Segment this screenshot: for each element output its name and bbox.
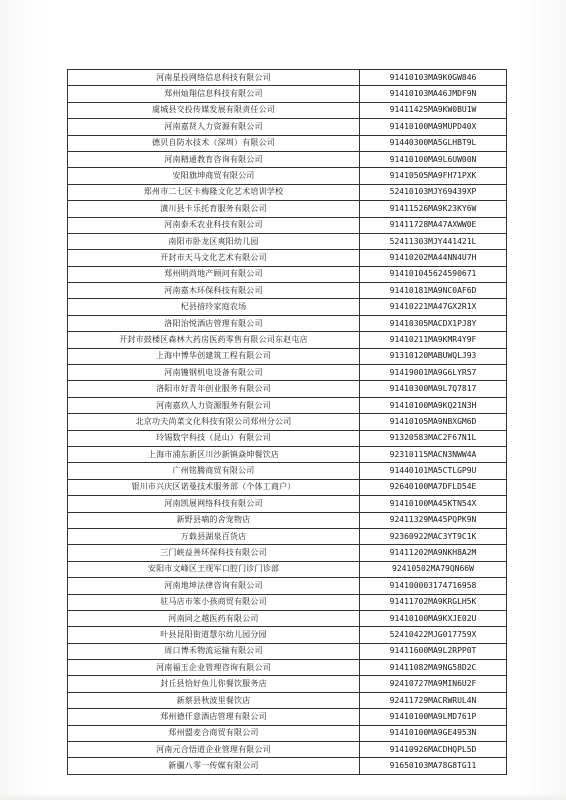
company-name-cell: 开封市鼓楼区森林大药房医药零售有限公司东赵屯店 [68, 332, 360, 348]
credit-code-cell: 914100003174716958 [360, 578, 507, 594]
table-row [68, 365, 507, 381]
credit-code-cell: 91411600MA9L2RPP0T [360, 643, 507, 659]
company-name-cell: 杞县揞玲家庭农场 [68, 299, 360, 315]
company-name-cell: 郑州灿翔信息科技有限公司 [68, 86, 360, 102]
credit-code-cell: 92640100MA7DFLD54E [360, 479, 507, 495]
table-row [68, 430, 507, 446]
table-row [68, 332, 507, 348]
credit-code-cell: 92360922MAC3YT9C1K [360, 528, 507, 544]
table-row [68, 709, 507, 725]
credit-code-cell: 91411728MA47AXWW0E [360, 217, 507, 233]
company-name-cell: 河南星投网络信息科技有限公司 [68, 70, 360, 86]
credit-code-cell: 91310120MABUWQLJ93 [360, 348, 507, 364]
company-name-cell: 安阳市文峰区王现军口腔门诊门诊部 [68, 561, 360, 577]
table-row [68, 102, 507, 118]
table-row [68, 348, 507, 364]
table-row [68, 299, 507, 315]
table-row [68, 463, 507, 479]
table-row [68, 70, 507, 86]
company-name-cell: 安阳旗坤商贸有限公司 [68, 168, 360, 184]
company-name-cell: 德贝自防水技术（深圳）有限公司 [68, 135, 360, 151]
credit-code-cell: 91410505MA9FH71PXK [360, 168, 507, 184]
company-registry-table [67, 69, 507, 775]
company-name-cell: 新疆八零一传媒有限公司 [68, 758, 360, 774]
credit-code-cell: 91411202MA9NKH8A2M [360, 545, 507, 561]
company-name-cell: 河南嘉木环保科技有限公司 [68, 283, 360, 299]
table-row [68, 266, 507, 282]
company-name-cell: 新野县嘀的舍宠物店 [68, 512, 360, 528]
table-row [68, 627, 507, 643]
company-name-cell: 郑州盟麦合商贸有限公司 [68, 725, 360, 741]
credit-code-cell: 91440300MA5GLHBT9L [360, 135, 507, 151]
credit-code-cell: 92310115MACN3NWW4A [360, 446, 507, 462]
table-row [68, 643, 507, 659]
credit-code-cell: 91320583MAC2F67N1L [360, 430, 507, 446]
company-name-cell: 驻马店市笨小孩商贸有限公司 [68, 594, 360, 610]
table-row [68, 446, 507, 462]
company-name-cell: 河南凯展网络科技有限公司 [68, 496, 360, 512]
credit-code-cell: 91419001MA9G6LYR57 [360, 365, 507, 381]
credit-code-cell: 92411729MACRWRUL4N [360, 692, 507, 708]
credit-code-cell: 91410100MA9KXJE02U [360, 610, 507, 626]
company-name-cell: 上海中博华创建筑工程有限公司 [68, 348, 360, 364]
company-name-cell: 北京功夫尚菜文化科技有限公司郑州分公司 [68, 414, 360, 430]
credit-code-cell: 91410100MA9LMD761P [360, 709, 507, 725]
company-name-cell: 广州铭腾商贸有限公司 [68, 463, 360, 479]
table-row [68, 381, 507, 397]
company-name-cell: 潢川县卡乐托育服务有限公司 [68, 201, 360, 217]
company-name-cell: 叶县昆阳街道慧尔幼儿园分园 [68, 627, 360, 643]
credit-code-cell: 91411702MA9KRGLH5K [360, 594, 507, 610]
credit-code-cell: 91650103MA78G8TG11 [360, 758, 507, 774]
table-row [68, 660, 507, 676]
table-row [68, 201, 507, 217]
table-row [68, 119, 507, 135]
company-name-cell: 三门峡益善环保科技有限公司 [68, 545, 360, 561]
company-name-cell: 河南嘉玖人力资源服务有限公司 [68, 397, 360, 413]
credit-code-cell: 91410100MA9L6UW00N [360, 151, 507, 167]
company-name-cell: 河南元合悟道企业管理有限公司 [68, 742, 360, 758]
credit-code-cell: 914101045624590671 [360, 266, 507, 282]
credit-code-cell: 91410305MACDX1PJ8Y [360, 315, 507, 331]
credit-code-cell: 91410100MA45KTN54X [360, 496, 507, 512]
credit-code-cell: 91410105MA9NBXGM6D [360, 414, 507, 430]
table-row [68, 86, 507, 102]
page-edge-shadow [0, 794, 566, 800]
company-name-cell: 玲锡数字科技（昆山）有限公司 [68, 430, 360, 446]
company-name-cell: 洛阳市好青年创业服务有限公司 [68, 381, 360, 397]
table-row [68, 692, 507, 708]
credit-code-cell: 91440101MA5CTLGP9U [360, 463, 507, 479]
table-row [68, 233, 507, 249]
credit-code-cell: 91410211MA9KMR4Y9F [360, 332, 507, 348]
table-row [68, 283, 507, 299]
credit-code-cell: 91410103MA46JMDF9N [360, 86, 507, 102]
table-row [68, 594, 507, 610]
table-row [68, 742, 507, 758]
credit-code-cell: 91410100MA9GE4953N [360, 725, 507, 741]
company-name-cell: 河南精通教育咨询有限公司 [68, 151, 360, 167]
company-name-cell: 万载县湖泉百货店 [68, 528, 360, 544]
company-name-cell: 虞城县交投传媒发展有限责任公司 [68, 102, 360, 118]
table-row [68, 168, 507, 184]
table-row [68, 315, 507, 331]
company-name-cell: 河南镬钢机电设备有限公司 [68, 365, 360, 381]
company-name-cell: 河南泰禾农业科技有限公司 [68, 217, 360, 233]
table-row [68, 151, 507, 167]
company-name-cell: 河南同之越医药有限公司 [68, 610, 360, 626]
table-row [68, 725, 507, 741]
table-row [68, 184, 507, 200]
company-name-cell: 郑州德仟意酒店管理有限公司 [68, 709, 360, 725]
credit-code-cell: 91410181MA9NC0AF6D [360, 283, 507, 299]
company-name-cell: 南阳市卧龙区爽阳幼儿园 [68, 233, 360, 249]
table-row [68, 496, 507, 512]
table-row [68, 479, 507, 495]
company-name-cell: 周口博禾物流运输有限公司 [68, 643, 360, 659]
table-row [68, 528, 507, 544]
company-name-cell: 郑州市二七区卡梅隆文化艺术培训学校 [68, 184, 360, 200]
table-row [68, 217, 507, 233]
credit-code-cell: 91410100MA9KQ21N3H [360, 397, 507, 413]
credit-code-cell: 91410202MA44NN4U7H [360, 250, 507, 266]
company-name-cell: 洛阳治悦酒店管理有限公司 [68, 315, 360, 331]
table-row [68, 397, 507, 413]
credit-code-cell: 91411082MA9NG58D2C [360, 660, 507, 676]
table-row [68, 758, 507, 774]
table-row [68, 561, 507, 577]
company-name-cell: 河南福玉企业管理咨询有限公司 [68, 660, 360, 676]
company-name-cell: 开封市天马文化艺术有限公司 [68, 250, 360, 266]
credit-code-cell: 52410103MJY69439XP [360, 184, 507, 200]
company-name-cell: 河南嘉贤人力资源有限公司 [68, 119, 360, 135]
credit-code-cell: 91411526MA9K23KY6W [360, 201, 507, 217]
table-row [68, 610, 507, 626]
company-name-cell: 上海市浦东新区川沙新镇焱坤餐饮店 [68, 446, 360, 462]
credit-code-cell: 52410422MJG017759X [360, 627, 507, 643]
company-name-cell: 银川市兴庆区诺曼技术服务部（个体工商户） [68, 479, 360, 495]
credit-code-cell: 91410221MA47GX2R1X [360, 299, 507, 315]
credit-code-cell: 91410100MA9MUPD40X [360, 119, 507, 135]
company-name-cell: 河南地坤法律咨询有限公司 [68, 578, 360, 594]
credit-code-cell: 92410502MA79QN66W [360, 561, 507, 577]
table-row [68, 578, 507, 594]
credit-code-cell: 91410300MA9L7Q7817 [360, 381, 507, 397]
credit-code-cell: 91410926MACDHQPL5D [360, 742, 507, 758]
registry-table-body [68, 70, 507, 775]
company-name-cell: 封丘县恰好鱼儿你餐饮服务店 [68, 676, 360, 692]
table-row [68, 414, 507, 430]
table-row [68, 676, 507, 692]
credit-code-cell: 91410103MA9K0GW846 [360, 70, 507, 86]
company-name-cell: 新蔡县秋波里餐饮店 [68, 692, 360, 708]
table-row [68, 250, 507, 266]
table-row [68, 135, 507, 151]
company-name-cell: 郑州明尚地产顾问有限公司 [68, 266, 360, 282]
credit-code-cell: 92410727MA9MIN6U2F [360, 676, 507, 692]
table-row [68, 512, 507, 528]
credit-code-cell: 92411329MA45PQPK9N [360, 512, 507, 528]
credit-code-cell: 91411425MA9KW0BU1W [360, 102, 507, 118]
table-row [68, 545, 507, 561]
credit-code-cell: 52411303MJY441421L [360, 233, 507, 249]
